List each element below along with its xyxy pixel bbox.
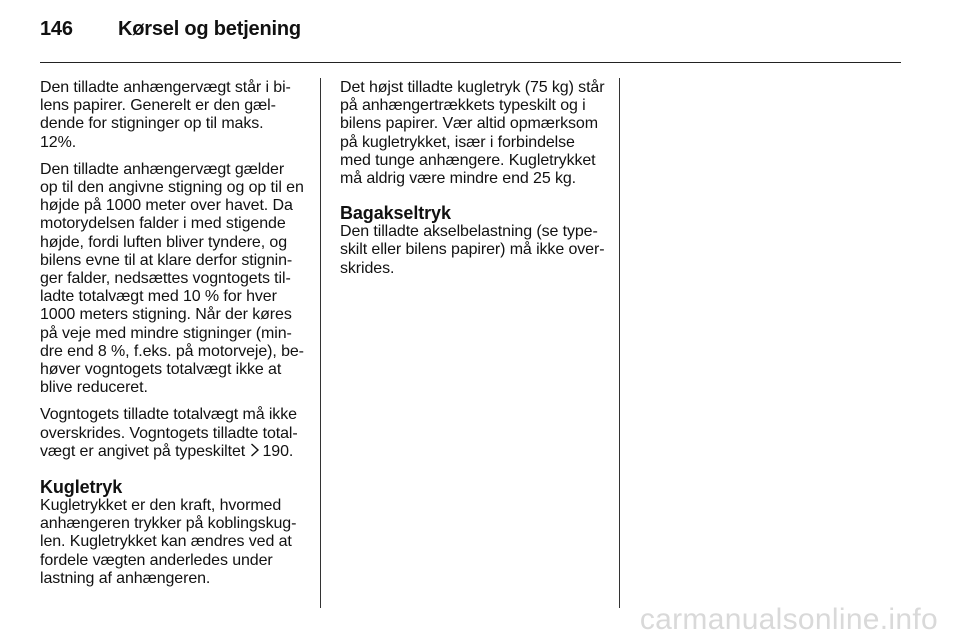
page-title: Kørsel og betjening	[118, 18, 301, 40]
text-line: ladte totalvægt med 10 % for hver	[40, 288, 277, 306]
text-line: med tunge anhængere. Kugletrykket	[340, 151, 596, 169]
section-heading-bagakseltryk: Bagakseltryk	[340, 203, 451, 224]
text-line: dre end 8 %, f.eks. på motorveje), be-	[40, 342, 304, 360]
paragraph-ball-pressure	[40, 497, 312, 588]
header-rule	[40, 62, 901, 63]
paragraph-trailer-weight-papers	[40, 79, 312, 152]
text-line: bilens papirer. Vær altid opmærksom	[340, 115, 598, 133]
text-line: skrides.	[340, 259, 395, 277]
text-line: må aldrig være mindre end 25 kg.	[340, 170, 577, 188]
text-line: Det højst tilladte kugletryk (75 kg) står	[340, 79, 605, 96]
text-line: Vogntogets tilladte totalvægt må ikke	[40, 406, 297, 424]
text-line: Den tilladte akselbelastning (se type-	[340, 223, 598, 241]
paragraph-total-weight	[40, 406, 312, 462]
text-line: Den tilladte anhængervægt gælder	[40, 160, 285, 178]
text-line: bilens evne til at klare derfor stignin-	[40, 251, 293, 269]
text-line: lastning af anhængeren.	[40, 569, 211, 587]
column-divider	[320, 78, 321, 608]
text-column-2	[340, 79, 615, 287]
text-line: høver vogntogets totalvægt ikke at	[40, 361, 282, 379]
text-line-with-reference	[40, 443, 312, 462]
text-line: fordele vægten anderledes under	[40, 551, 273, 569]
page-reference-link[interactable]: 190.	[262, 442, 294, 460]
text-line: ger falder, nedsættes vogntogets til-	[40, 270, 291, 288]
page-number: 146	[40, 18, 73, 40]
text-line: højde på 1000 meter over havet. Da	[40, 197, 293, 215]
text-line: på kugletrykket, især i forbindelse	[340, 133, 575, 151]
text-line: motorydelsen falder i med stigende	[40, 215, 286, 233]
text-line: Den tilladte anhængervægt står i bi-	[40, 79, 291, 96]
text-line: overskrides. Vogntogets tilladte total-	[40, 424, 298, 442]
text-line: blive reduceret.	[40, 379, 148, 397]
text-line: 12%.	[40, 133, 77, 151]
text-line: op til den angivne stigning og op til en	[40, 179, 304, 197]
text-line: på anhængertrækkets typeskilt og i	[340, 97, 586, 115]
watermark-text: carmanualsonline.info	[639, 603, 938, 636]
section-heading-kugletryk: Kugletryk	[40, 477, 123, 498]
text-line: dende for stigninger op til maks.	[40, 115, 264, 133]
paragraph-max-ball-pressure	[340, 79, 615, 188]
text-line: 1000 meters stigning. Når der køres	[40, 306, 292, 324]
text-line: Kugletrykket er den kraft, hvormed	[40, 497, 282, 515]
text-line: anhængeren trykker på koblingskug-	[40, 515, 297, 533]
page-header	[40, 18, 301, 41]
text-line: på veje med mindre stigninger (min-	[40, 324, 292, 342]
text-line: højde, fordi luften bliver tyndere, og	[40, 233, 288, 251]
paragraph-rear-axle-load	[340, 223, 615, 278]
text-column-1	[40, 79, 312, 597]
paragraph-altitude	[40, 161, 312, 398]
text-line: len. Kugletrykket kan ændres ved at	[40, 533, 292, 551]
text-segment: vægt er angivet på typeskiltet	[40, 442, 246, 460]
page-reference-arrow-icon	[250, 443, 260, 462]
text-line: lens papirer. Generelt er den gæl-	[40, 97, 276, 115]
column-divider	[619, 78, 620, 608]
text-line: skilt eller bilens papirer) må ikke over-	[340, 241, 605, 259]
